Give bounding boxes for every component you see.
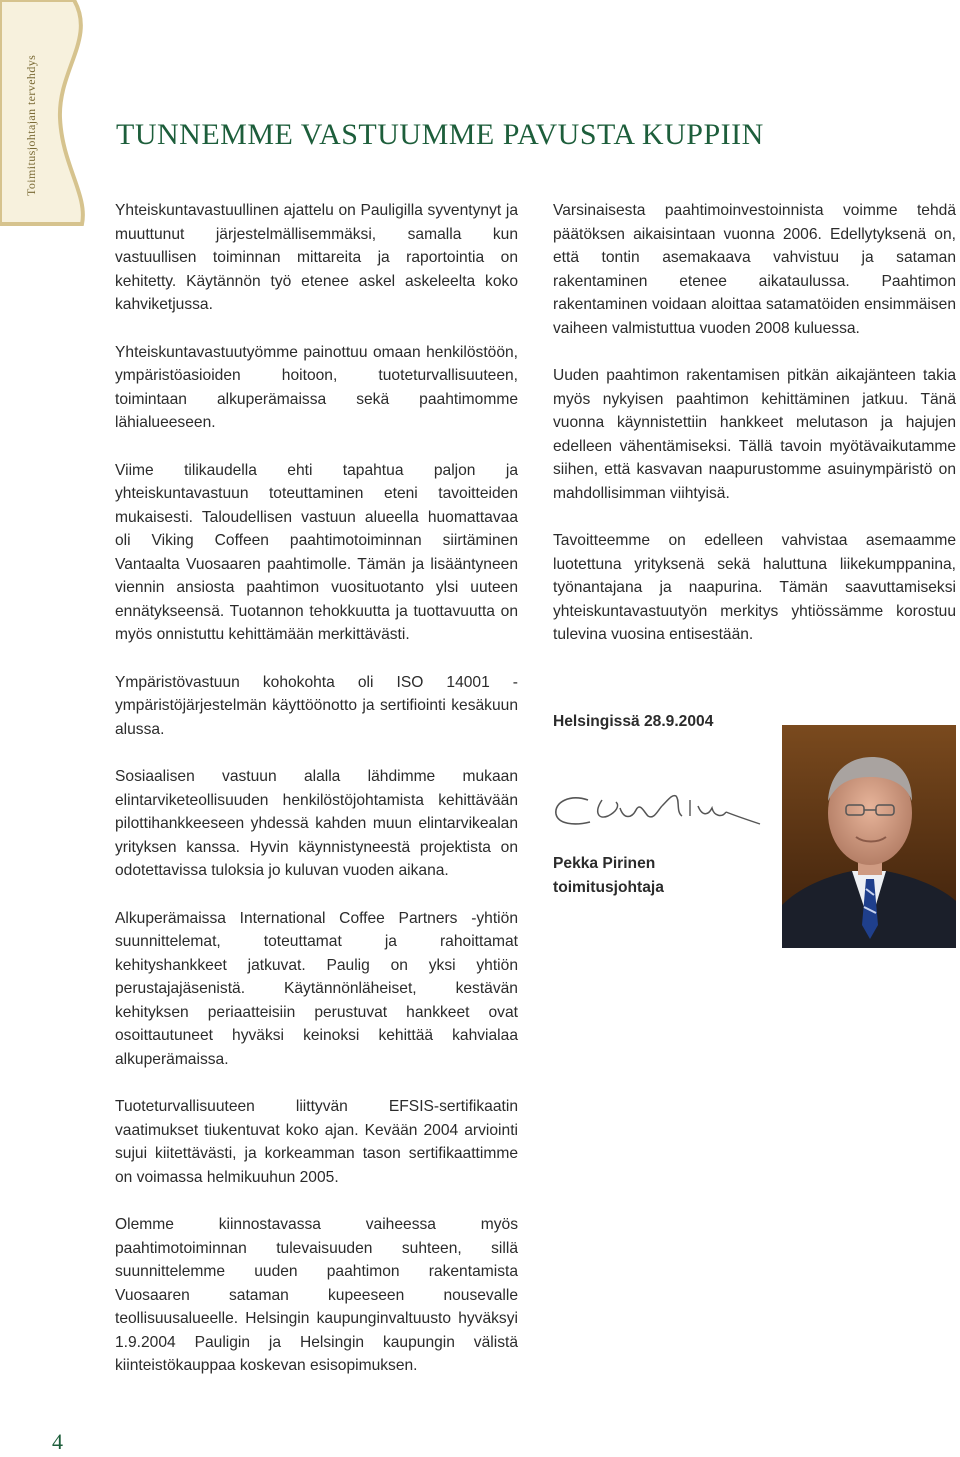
signature-place-date: Helsingissä 28.9.2004 xyxy=(553,713,714,730)
signer-name: Pekka Pirinen xyxy=(553,855,656,872)
signer-title: toimitusjohtaja xyxy=(553,878,664,896)
signature-block xyxy=(553,852,664,899)
right-paragraph-1: Varsinaisesta paahtimoinvestoinnista voimme tehdä päätöksen aikaisintaan vuonna 2006. Edellytyksenä on, että tontin asemakaava vahvistuu ja sataman rakentaminen etenee aikataulussa. Paahtimon rakentaminen voidaan aloittaa satamatöiden ensimmäisen vaiheen valmistuttua vuoden 2008 kuluessa. xyxy=(553,202,956,337)
left-paragraph-1: Yhteiskuntavastuullinen ajattelu on Pauligilla syventynyt ja muuttunut järjestelmällisemmäksi, samalla kun vastuullisen toiminnan mittareita ja raportointia on kehitetty. Käytännön työ etenee askel askeleelta koko kahviketjussa. xyxy=(115,202,518,313)
page-title: TUNNEMME VASTUUMME PAVUSTA KUPPIIN xyxy=(116,118,764,151)
left-column xyxy=(115,199,518,1402)
right-column xyxy=(553,199,956,671)
right-paragraph-3: Tavoitteemme on edelleen vahvistaa asemaamme luotettuna yrityksenä sekä haluttuna liikekumppanina, työnantajana ja naapurina. Tämän saavuttamiseksi yhteiskuntavastuutyön merkitys yhtiössämme korostuu tulevina vuosina entisestään. xyxy=(553,532,956,643)
side-tab-fill xyxy=(0,0,83,224)
right-paragraph-2: Uuden paahtimon rakentamisen pitkän aikajänteen takia myös nykyisen paahtimon kehittäminen jatkuu. Tänä vuonna käynnistettiin hankkeet melutason ja hajujen edelleen vähentämiseksi. Tällä tavoin myötävaikutamme siihen, että kasvavan naapurustomme asuinympäristö on mahdollisimman viihtyisä. xyxy=(553,367,956,502)
side-tab-background xyxy=(0,0,100,232)
left-paragraph-7: Tuoteturvallisuuteen liittyvän EFSIS-sertifikaatin vaatimukset tiukentuvat koko ajan. Kevään 2004 arviointi sujui kiitettävästi, ja korkeamman tason sertifikaattimme on voimassa helmikuuhun 2005. xyxy=(115,1098,518,1186)
page-number: 4 xyxy=(52,1429,63,1454)
side-tab-label: Toimitusjohtajan tervehdys xyxy=(24,54,38,196)
left-paragraph-8: Olemme kiinnostavassa vaiheessa myös paahtimotoiminnan tulevaisuuden suhteen, sillä suunnittelemme uuden paahtimon rakentamista Vuosaaren sataman kupeeseen nousevalle teollisuusalueelle. Helsingin kaupunginvaltuusto hyväksyi 1.9.2004 Pauligin ja Helsingin kaupungin välistä kiinteistökauppaa koskevan esisopimuksen. xyxy=(115,1216,518,1374)
left-paragraph-5: Sosiaalisen vastuun alalla lähdimme mukaan elintarviketeollisuuden henkilöstöjohtamista kehittävään pilottihankkeeseen yhdessä kahden muun elintarvikealan yrityksen kanssa. Hyvin käynnistyneestä projektista on odotettavissa tuloksia jo kuluvan vuoden aikana. xyxy=(115,768,518,879)
left-paragraph-4: Ympäristövastuun kohokohta oli ISO 14001 -ympäristöjärjestelmän käyttöönotto ja sertifiointi kesäkuun alussa. xyxy=(115,673,518,738)
left-paragraph-2: Yhteiskuntavastuutyömme painottuu omaan henkilöstöön, ympäristöasioiden hoitoon, tuoteturvallisuuteen, toimintaan alkuperämaissa sekä paahtimomme lähialueeseen. xyxy=(115,343,518,431)
ceo-portrait-photo xyxy=(782,725,956,948)
left-paragraph-6: Alkuperämaissa International Coffee Partners -yhtiön suunnittelemat, toteuttamat ja rahoittamat kehityshankkeet jatkuvat. Paulig on yksi yhtiön perustajajäsenistä. Käytännönläheiset, kestävän kehityksen periaatteisiin perustuvat hankkeet ovat osoittautuneet hyväksi keinoksi kehittää kahvialaa alkuperämaissa. xyxy=(115,909,518,1068)
left-paragraph-3: Viime tilikaudella ehti tapahtua paljon ja yhteiskuntavastuun toteuttaminen eteni tavoitteiden mukaisesti. Taloudellisen vastuun alueella huomattavaa oli Viking Coffeen paahtimotoiminnan siirtäminen Vantaalta Vuosaaren paahtimolle. Tämän ja lisääntyneen viennin ansiosta paahtimon vuosituotanto ylsi uuteen ennätykseensä. Tuotannon tehokkuutta ja tuottavuutta on myös onnistuttu kehittämään merkittävästi. xyxy=(115,461,518,643)
handwritten-signature xyxy=(550,786,762,842)
